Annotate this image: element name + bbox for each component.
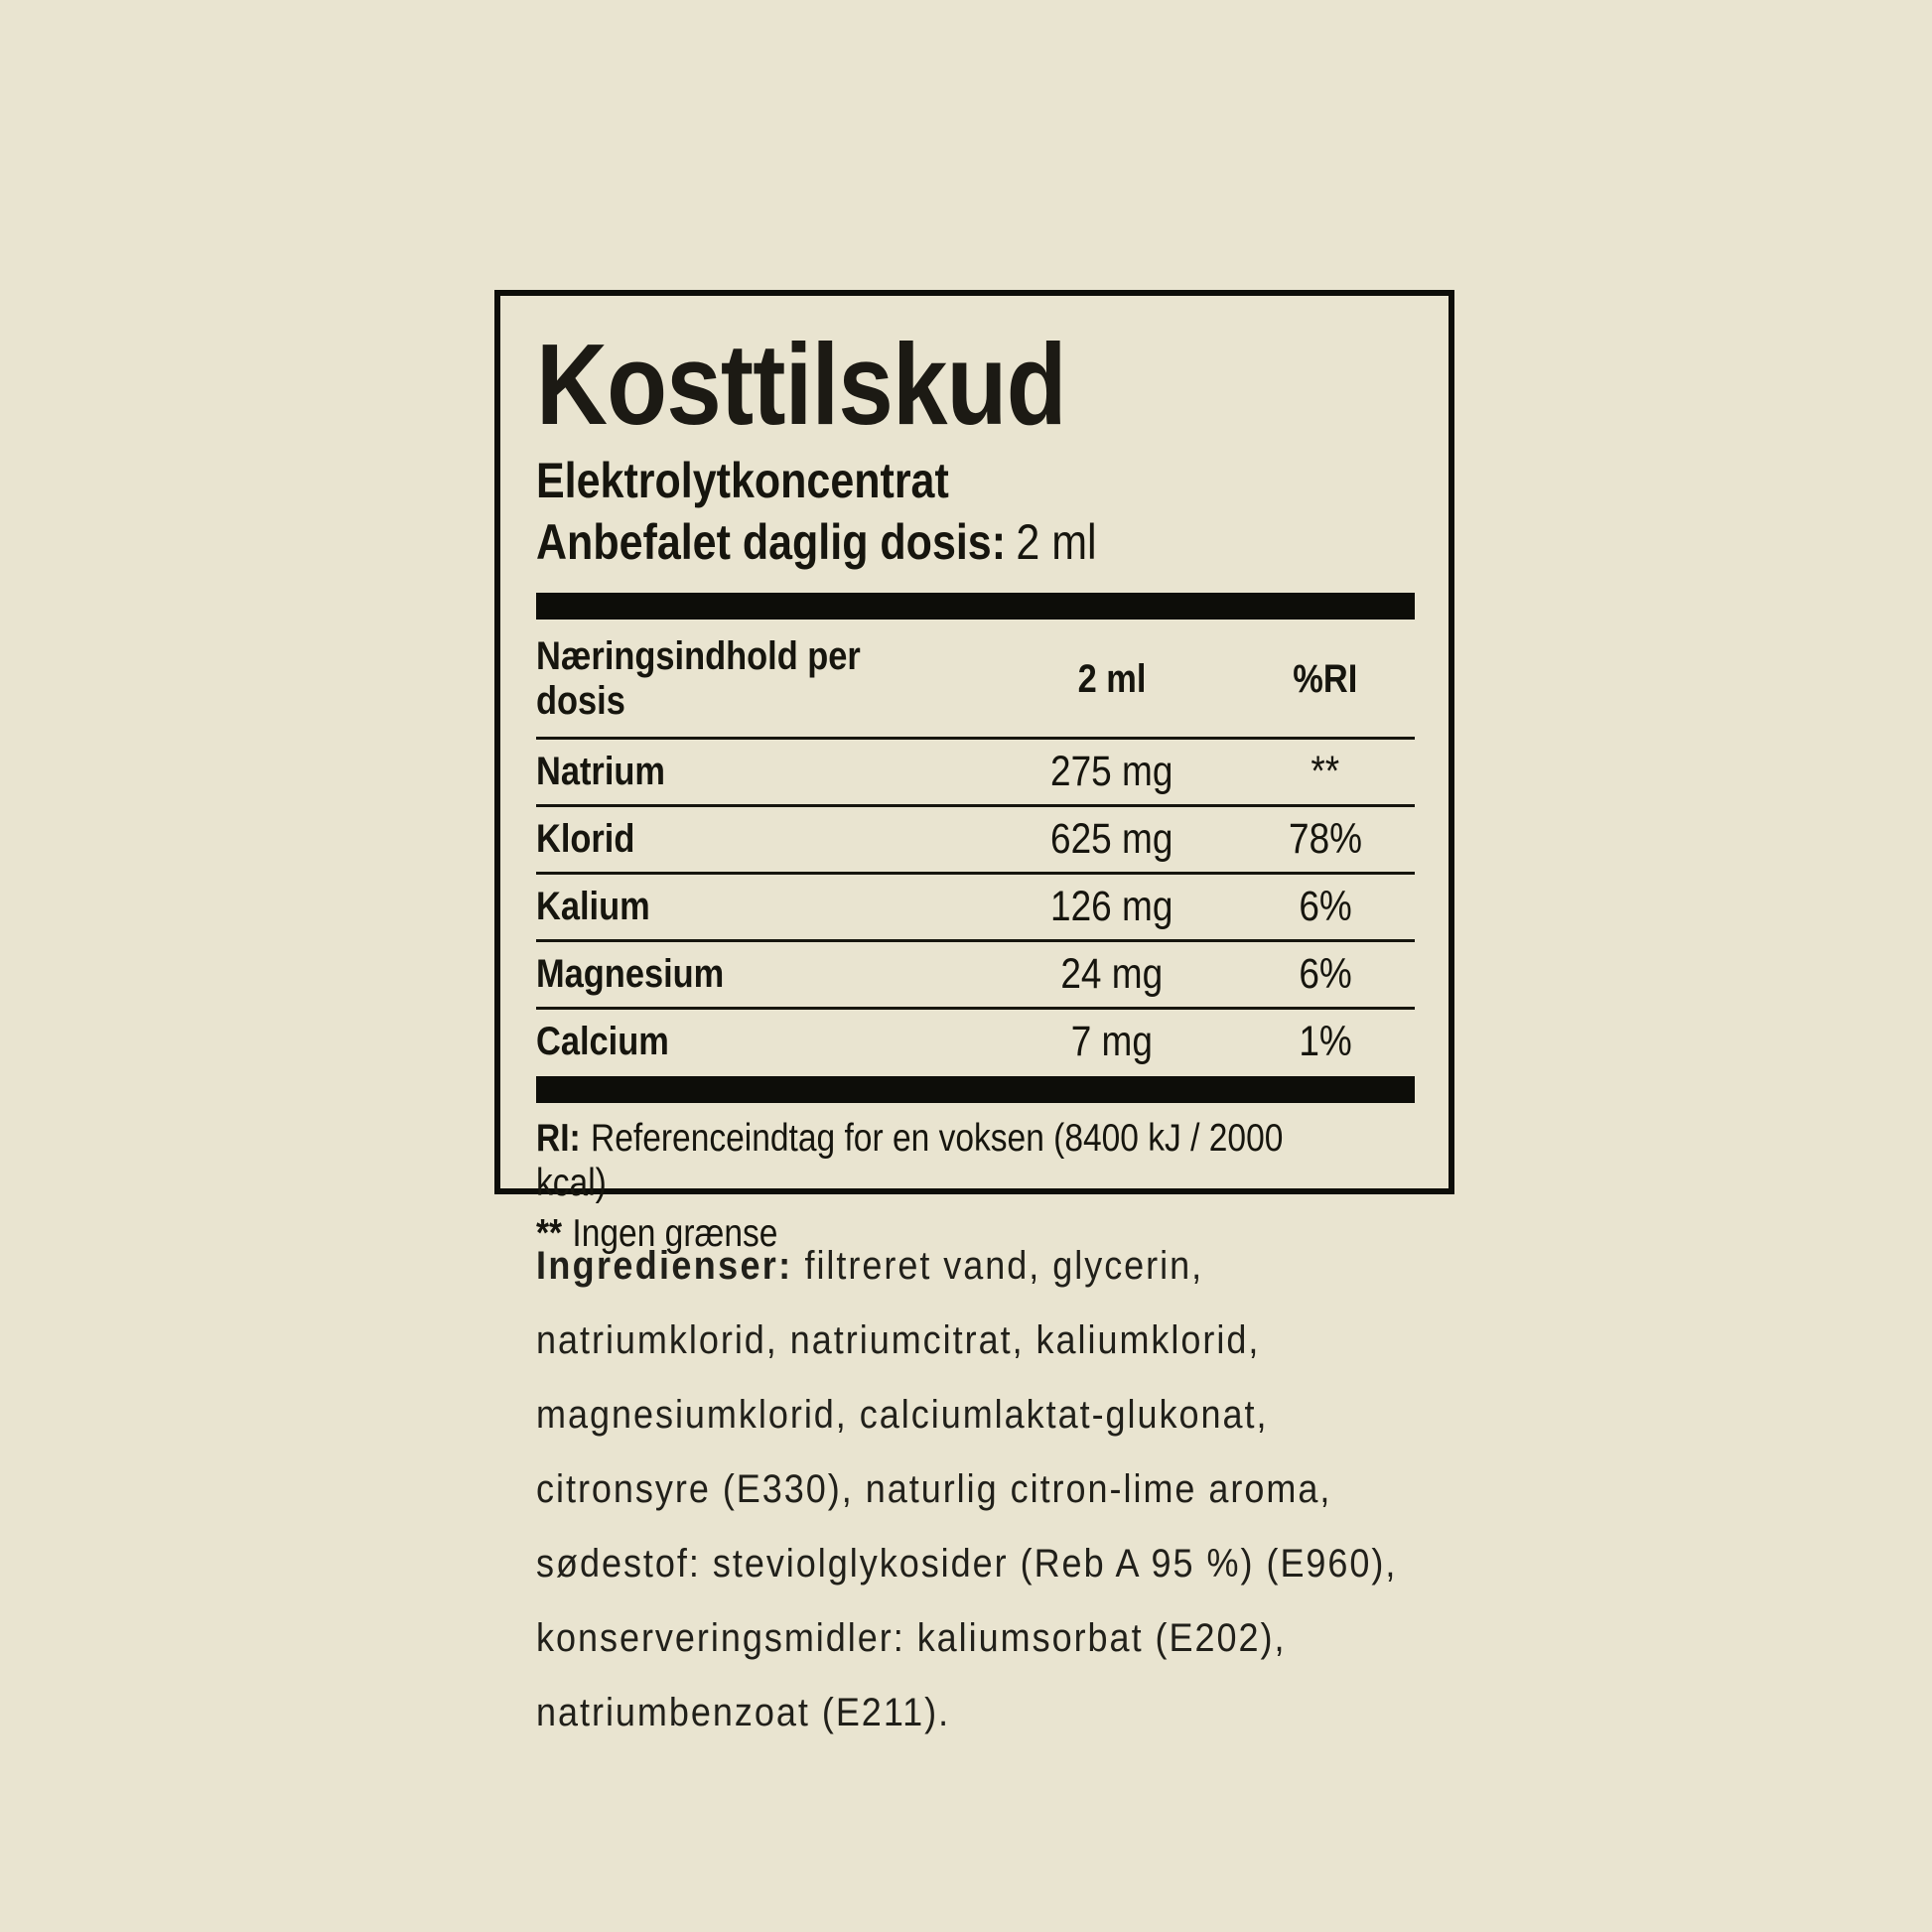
footnote-ri-text: Referenceindtag for en voksen (8400 kJ / 2000 kcal) [536, 1117, 1284, 1205]
nutrient-amount: 24 mg [1060, 950, 1164, 999]
ingredients-line: natriumbenzoat (E211). [536, 1691, 951, 1734]
ingredients-intro-rest: filtreret vand, glycerin, [792, 1244, 1204, 1288]
nutrient-amount: 7 mg [1070, 1018, 1154, 1066]
ingredients-line: natriumklorid, natriumcitrat, kaliumklorid, [536, 1318, 1261, 1362]
footnote-no-limit-marker: ** [536, 1211, 563, 1255]
nutrient-ri: 6% [1299, 883, 1352, 931]
ingredients-line-intro [536, 1229, 1519, 1304]
daily-dose-value: 2 ml [1016, 513, 1097, 570]
table-row-klorid [536, 807, 1415, 875]
header-nutrient-col: Næringsindhold per dosis [536, 634, 861, 724]
daily-dose-line [536, 514, 1292, 572]
table-row-natrium [536, 740, 1415, 807]
ingredients-section [536, 1229, 1628, 1750]
footnote-no-limit-text: Ingen grænse [572, 1211, 778, 1255]
nutrition-table-header [536, 620, 1415, 740]
footnote-ri-marker: RI: [536, 1117, 581, 1161]
nutrient-amount: 625 mg [1050, 815, 1173, 864]
table-row-calcium [536, 1010, 1415, 1074]
table-row-kalium [536, 875, 1415, 942]
nutrient-ri: 1% [1299, 1018, 1352, 1066]
nutrient-amount: 275 mg [1050, 748, 1173, 796]
nutrient-amount: 126 mg [1050, 883, 1173, 931]
supplement-facts-panel [494, 290, 1454, 1255]
header-ri-col: %RI [1293, 656, 1358, 701]
nutrient-name: Calcium [536, 1020, 669, 1064]
nutrient-name: Kalium [536, 885, 650, 929]
nutrient-name: Klorid [536, 817, 635, 862]
daily-dose-label: Anbefalet daglig dosis: [536, 513, 1007, 570]
nutrient-name: Natrium [536, 750, 665, 794]
header-amount-col: 2 ml [1077, 656, 1147, 701]
panel-title [536, 320, 1415, 449]
panel-title-text: Kosttilskud [536, 320, 1066, 449]
ingredients-line: sødestof: steviolglykosider (Reb A 95 %) (E960), [536, 1542, 1398, 1586]
footnote-ri [536, 1117, 1292, 1206]
product-type-text: Elektrolytkoncentrat [536, 453, 949, 509]
table-row-magnesium [536, 942, 1415, 1010]
nutrient-ri: 78% [1288, 815, 1363, 864]
nutrient-ri: ** [1311, 748, 1340, 796]
nutrient-name: Magnesium [536, 952, 725, 997]
ingredients-line: magnesiumklorid, calciumlaktat-glukonat, [536, 1393, 1269, 1437]
nutrient-ri: 6% [1299, 950, 1352, 999]
ingredients-label: Ingredienser: [536, 1244, 793, 1288]
divider-bar-bottom [536, 1076, 1415, 1103]
ingredients-line: citronsyre (E330), naturlig citron-lime aroma, [536, 1467, 1332, 1511]
ingredients-line: konserveringsmidler: kaliumsorbat (E202), [536, 1616, 1287, 1660]
product-type [536, 453, 1415, 510]
divider-bar-top [536, 593, 1415, 620]
